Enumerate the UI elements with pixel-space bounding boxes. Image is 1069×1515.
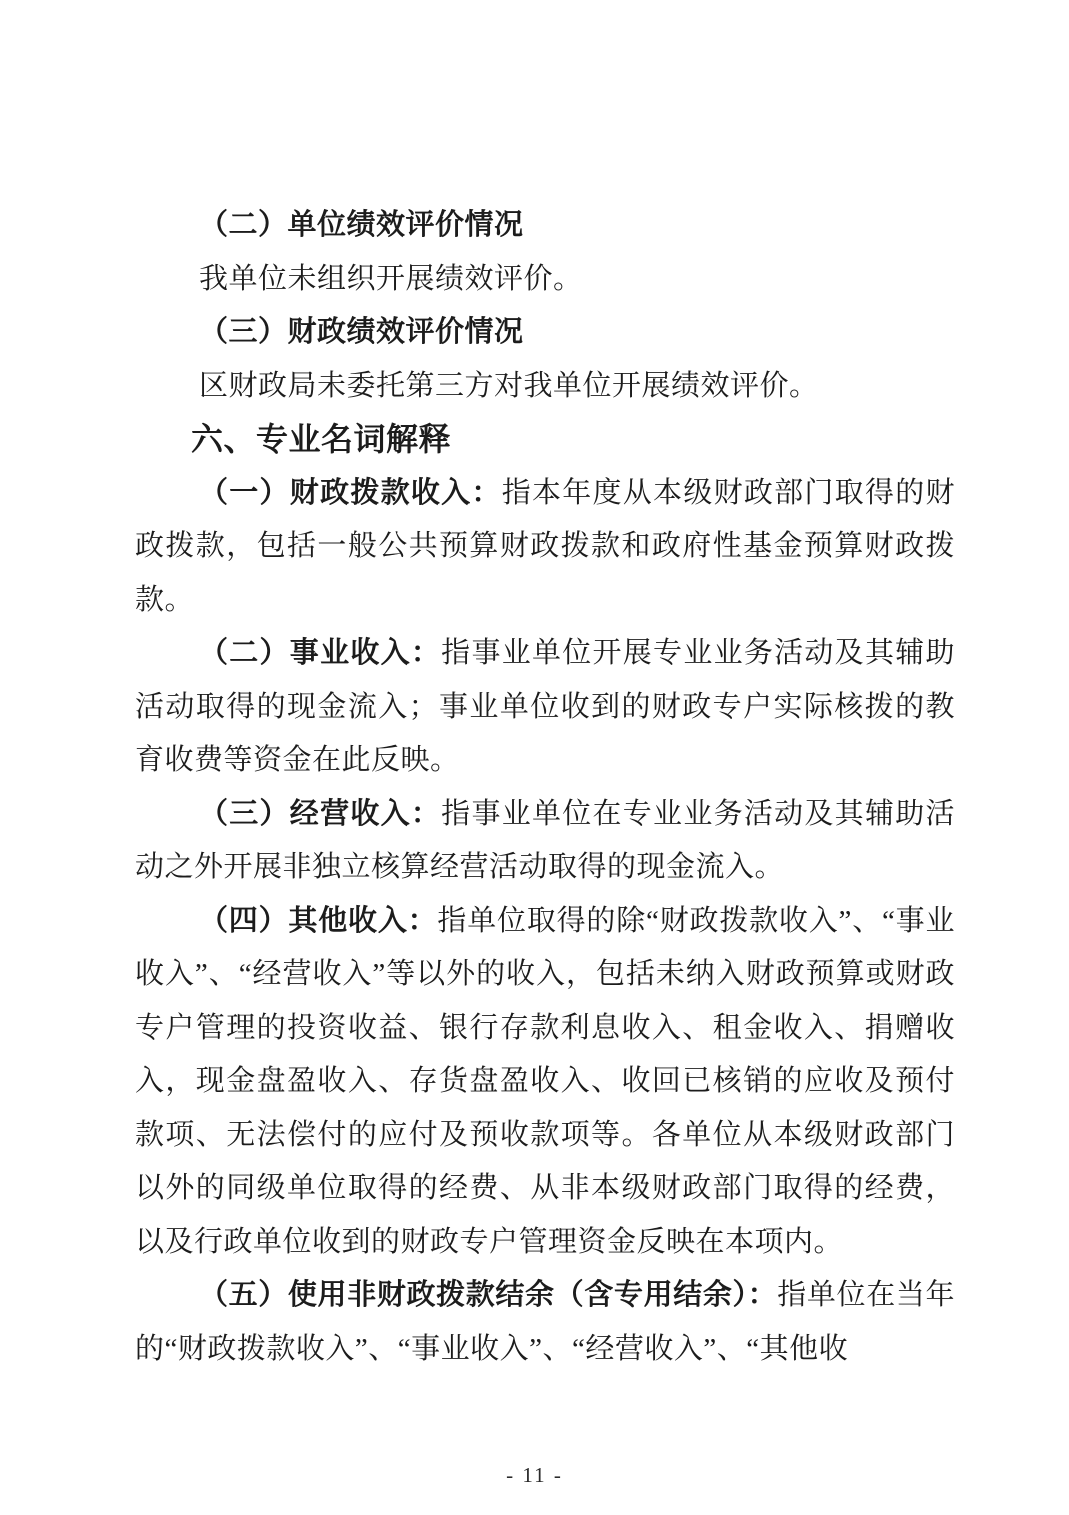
paragraph-lead: （三）经营收入：	[199, 797, 442, 830]
paragraph-lead: （五）使用非财政拨款结余（含专用结余）：	[199, 1279, 778, 1311]
para-fiscal-performance-evaluation	[135, 360, 955, 414]
paragraph-text: 我单位未组织开展绩效评价。	[199, 262, 583, 295]
subheading-fiscal-performance-evaluation	[135, 306, 955, 360]
page-number: - 11 -	[506, 1463, 563, 1487]
paragraph-text: 指事业单位在专业业务活动及其辅助活动之外开展非独立核算经营活动取得的现金流入。	[135, 797, 955, 883]
term-other-income	[135, 895, 955, 1270]
section-heading-glossary	[135, 413, 955, 467]
subheading-unit-performance-evaluation	[135, 199, 955, 253]
term-non-fiscal-appropriation-surplus	[135, 1269, 955, 1376]
document-body	[135, 199, 955, 1376]
paragraph-text: 指本年度从本级财政部门取得的财政拨款，包括一般公共预算财政拨款和政府性基金预算财政拨款。	[135, 476, 955, 616]
term-operating-income	[135, 627, 955, 788]
paragraph-lead: 六、专业名词解释	[191, 421, 452, 457]
paragraph-lead: （三）财政绩效评价情况	[199, 316, 524, 348]
paragraph-text: 指事业单位开展专业业务活动及其辅助活动取得的现金流入；事业单位收到的财政专户实际核拨的教育收费等资金在此反映。	[135, 637, 955, 776]
paragraph-text: 区财政局未委托第三方对我单位开展绩效评价。	[199, 369, 819, 402]
paragraph-lead: （一）财政拨款收入：	[199, 476, 502, 509]
paragraph-lead: （二）事业收入：	[199, 637, 442, 669]
para-unit-performance-evaluation	[135, 253, 955, 307]
paragraph-lead: （四）其他收入：	[199, 904, 438, 937]
paragraph-lead: （二）单位绩效评价情况	[199, 209, 524, 241]
paragraph-text: 指单位取得的除“财政拨款收入”、“事业收入”、“经营收入”等以外的收入，包括未纳入财政预算或财政专户管理的投资收益、银行存款利息收入、租金收入、捐赠收入，现金盘盈收入、存货盘盈收入、收回已核销的应收及预付款项、无法偿付的应付及预收款项等。各单位从本级财政部门以外的同级单位取得的经费、从非本级财政部门取得的经费，以及行政单位收到的财政专户管理资金反映在本项内。	[135, 904, 955, 1258]
term-business-income	[135, 788, 955, 895]
paragraph-text: 指单位在当年的“财政拨款收入”、“事业收入”、“经营收入”、“其他收	[135, 1279, 955, 1365]
term-fiscal-appropriation-income	[135, 467, 955, 628]
